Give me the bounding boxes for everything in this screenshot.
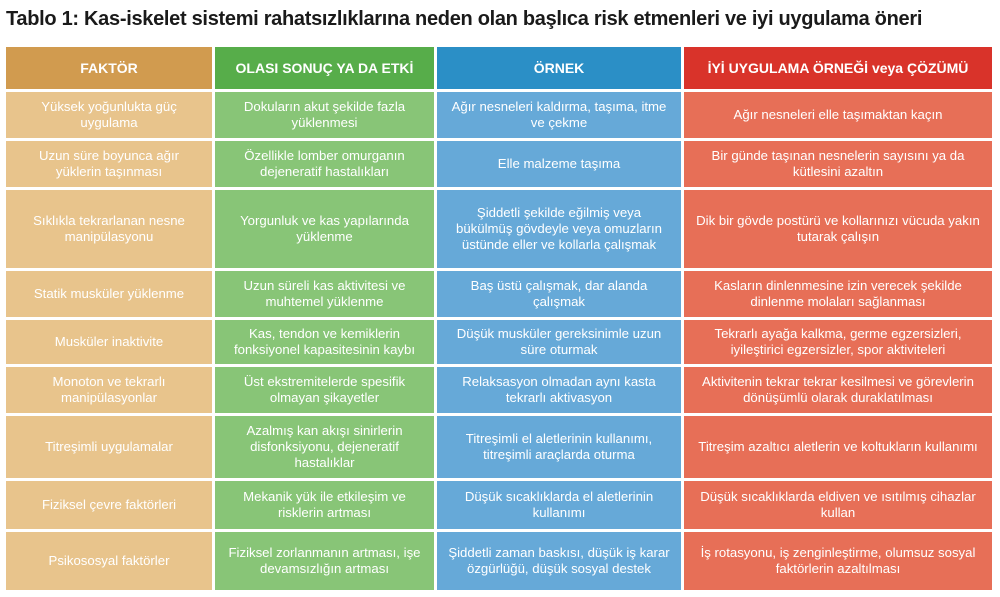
table-row bbox=[6, 141, 992, 187]
example-cell: Düşük sıcaklıklarda el aletlerinin kullanımı bbox=[437, 481, 681, 529]
example-cell: Şiddetli şekilde eğilmiş veya bükülmüş gövdeyle veya omuzların üstünde eller ve kollarla çalışmak bbox=[437, 190, 681, 268]
good-practice-cell: Düşük sıcaklıklarda eldiven ve ısıtılmış cihazlar kullan bbox=[684, 481, 992, 529]
header-factor: FAKTÖR bbox=[6, 47, 212, 89]
good-practice-cell: Ağır nesneleri elle taşımaktan kaçın bbox=[684, 92, 992, 138]
good-practice-cell: Bir günde taşınan nesnelerin sayısını ya da kütlesini azaltın bbox=[684, 141, 992, 187]
table-row bbox=[6, 320, 992, 364]
outcome-cell: Fiziksel zorlanmanın artması, işe devamsızlığın artması bbox=[215, 532, 434, 590]
outcome-cell: Üst ekstremitelerde spesifik olmayan şikayetler bbox=[215, 367, 434, 413]
factor-cell: Musküler inaktivite bbox=[6, 320, 212, 364]
example-cell: Elle malzeme taşıma bbox=[437, 141, 681, 187]
table-row bbox=[6, 367, 992, 413]
header-good-practice: İYİ UYGULAMA ÖRNEĞİ veya ÇÖZÜMÜ bbox=[684, 47, 992, 89]
risk-factors-table bbox=[6, 47, 992, 593]
good-practice-cell: İş rotasyonu, iş zenginleştirme, olumsuz sosyal faktörlerin azaltılması bbox=[684, 532, 992, 590]
outcome-cell: Özellikle lomber omurganın dejeneratif hastalıkları bbox=[215, 141, 434, 187]
example-cell: Titreşimli el aletlerinin kullanımı, titreşimli araçlarda oturma bbox=[437, 416, 681, 478]
factor-cell: Monoton ve tekrarlı manipülasyonlar bbox=[6, 367, 212, 413]
header-example: ÖRNEK bbox=[437, 47, 681, 89]
factor-cell: Psikososyal faktörler bbox=[6, 532, 212, 590]
table-row bbox=[6, 92, 992, 138]
table-row bbox=[6, 416, 992, 478]
table-header-row bbox=[6, 47, 992, 89]
table-title: Tablo 1: Kas-iskelet sistemi rahatsızlıklarına neden olan başlıca risk etmenleri ve iyi uygulama öneri bbox=[6, 8, 923, 30]
table-row bbox=[6, 481, 992, 529]
example-cell: Düşük musküler gereksinimle uzun süre oturmak bbox=[437, 320, 681, 364]
outcome-cell: Dokuların akut şekilde fazla yüklenmesi bbox=[215, 92, 434, 138]
factor-cell: Statik musküler yüklenme bbox=[6, 271, 212, 317]
outcome-cell: Yorgunluk ve kas yapılarında yüklenme bbox=[215, 190, 434, 268]
good-practice-cell: Titreşim azaltıcı aletlerin ve koltukların kullanımı bbox=[684, 416, 992, 478]
factor-cell: Sıklıkla tekrarlanan nesne manipülasyonu bbox=[6, 190, 212, 268]
outcome-cell: Mekanik yük ile etkileşim ve risklerin artması bbox=[215, 481, 434, 529]
example-cell: Ağır nesneleri kaldırma, taşıma, itme ve çekme bbox=[437, 92, 681, 138]
outcome-cell: Azalmış kan akışı sinirlerin disfonksiyonu, dejeneratif hastalıklar bbox=[215, 416, 434, 478]
good-practice-cell: Dik bir gövde postürü ve kollarınızı vücuda yakın tutarak çalışın bbox=[684, 190, 992, 268]
example-cell: Relaksasyon olmadan aynı kasta tekrarlı aktivasyon bbox=[437, 367, 681, 413]
outcome-cell: Kas, tendon ve kemiklerin fonksiyonel kapasitesinin kaybı bbox=[215, 320, 434, 364]
factor-cell: Uzun süre boyunca ağır yüklerin taşınması bbox=[6, 141, 212, 187]
good-practice-cell: Aktivitenin tekrar tekrar kesilmesi ve görevlerin dönüşümlü olarak duraklatılması bbox=[684, 367, 992, 413]
example-cell: Şiddetli zaman baskısı, düşük iş karar özgürlüğü, düşük sosyal destek bbox=[437, 532, 681, 590]
example-cell: Baş üstü çalışmak, dar alanda çalışmak bbox=[437, 271, 681, 317]
table-row bbox=[6, 271, 992, 317]
table-row bbox=[6, 190, 992, 268]
factor-cell: Titreşimli uygulamalar bbox=[6, 416, 212, 478]
table-row bbox=[6, 532, 992, 590]
header-outcome: OLASI SONUÇ YA DA ETKİ bbox=[215, 47, 434, 89]
good-practice-cell: Tekrarlı ayağa kalkma, germe egzersizleri, iyileştirici egzersizler, spor aktiviteleri bbox=[684, 320, 992, 364]
factor-cell: Fiziksel çevre faktörleri bbox=[6, 481, 212, 529]
factor-cell: Yüksek yoğunlukta güç uygulama bbox=[6, 92, 212, 138]
outcome-cell: Uzun süreli kas aktivitesi ve muhtemel yüklenme bbox=[215, 271, 434, 317]
good-practice-cell: Kasların dinlenmesine izin verecek şekilde dinlenme molaları sağlanması bbox=[684, 271, 992, 317]
